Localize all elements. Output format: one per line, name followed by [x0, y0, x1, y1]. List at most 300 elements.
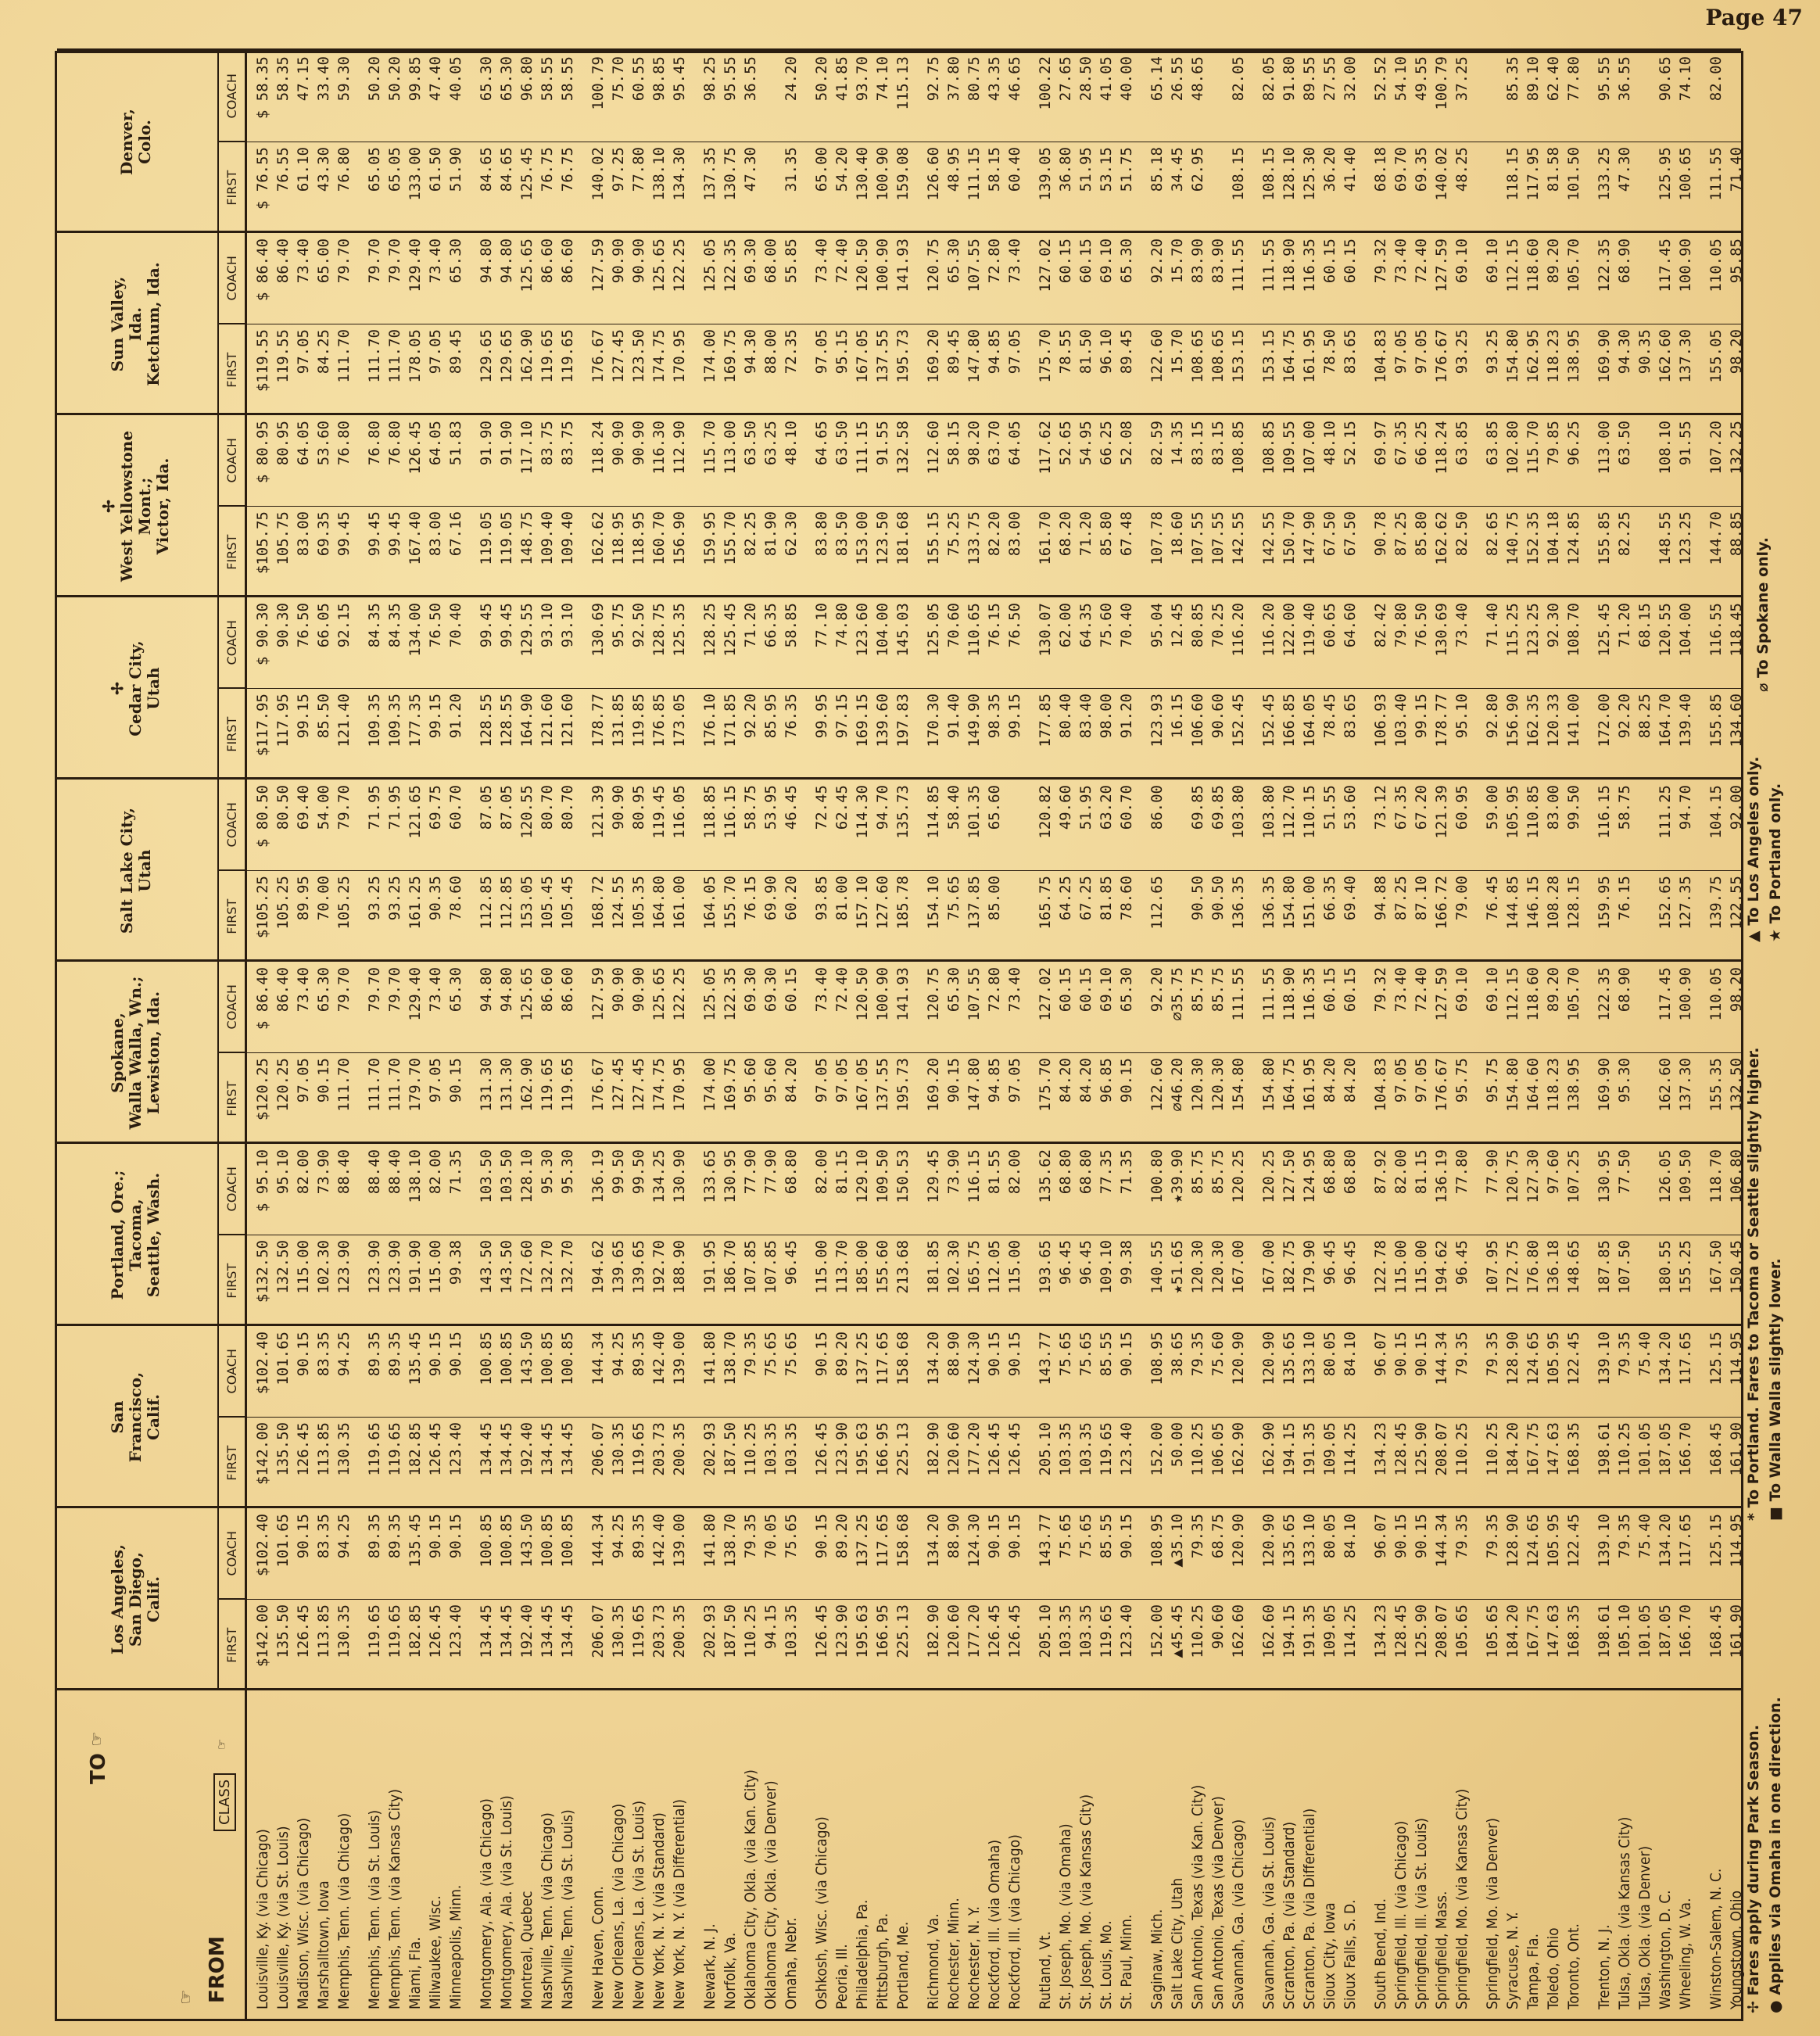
origin-city: Oklahoma City, Okla. (via Kan. City): [742, 1769, 759, 2009]
first-class-fare: 132.70: [559, 1240, 576, 1294]
coach-fare: 91.90: [498, 421, 515, 466]
origin-city: Madison, Wisc. (via Chicago): [295, 1817, 312, 2009]
first-class-fare: 178.77: [1433, 694, 1450, 747]
coach-fare: 37.80: [945, 56, 962, 102]
coach-fare: 127.02: [1037, 967, 1054, 1021]
coach-fare: 58.85: [783, 603, 800, 648]
first-class-label: FIRST: [224, 1445, 239, 1481]
coach-fare: 112.70: [1281, 785, 1298, 839]
first-class-fare: 90.15: [1118, 1058, 1135, 1103]
first-class-fare: 126.45: [427, 1422, 444, 1476]
coach-fare: 108.85: [1230, 421, 1247, 475]
first-class-fare: 119.65: [630, 1422, 647, 1476]
coach-fare: 85.35: [1504, 56, 1521, 102]
first-class-fare: 112.85: [498, 876, 515, 930]
first-class-fare: 131.85: [610, 694, 627, 747]
coach-fare: ★39.90: [1169, 1149, 1186, 1203]
table-row: [1055, 53, 1076, 2019]
coach-fare: 73.40: [295, 967, 312, 1013]
coach-fare: $ 95.10: [254, 1149, 271, 1213]
first-class-fare: 125.95: [1657, 147, 1674, 201]
coach-fare: 68.80: [783, 1149, 800, 1195]
coach-fare: $ 86.40: [254, 967, 271, 1031]
table-row: [1320, 53, 1340, 2019]
first-class-fare: 105.45: [559, 876, 576, 930]
first-class-fare: 111.70: [335, 329, 353, 383]
coach-fare: 75.65: [1077, 1332, 1095, 1377]
first-class-fare: 171.85: [722, 694, 739, 747]
origin-city: Montgomery, Ala. (via St. Louis): [498, 1795, 515, 2009]
first-class-fare: 126.45: [295, 1422, 312, 1476]
coach-fare: 88.40: [366, 1149, 383, 1195]
coach-fare: 134.20: [925, 1332, 942, 1385]
coach-fare: 95.30: [539, 1149, 556, 1195]
first-class-fare: 202.93: [701, 1604, 718, 1658]
first-class-fare: 97.05: [813, 1058, 830, 1103]
coach-fare: 52.15: [1342, 421, 1359, 466]
first-class-label: FIRST: [224, 170, 239, 206]
first-class-fare: 148.75: [518, 511, 536, 565]
first-class-fare: 126.45: [1006, 1604, 1023, 1658]
first-class-fare: 205.10: [1037, 1422, 1054, 1476]
coach-fare: 130.95: [1596, 1149, 1613, 1203]
coach-fare: 118.90: [1281, 238, 1298, 292]
coach-fare: 125.05: [925, 603, 942, 657]
coach-fare: 100.85: [539, 1514, 556, 1568]
coach-fare: 75.40: [1636, 1514, 1653, 1559]
coach-fare: 100.90: [874, 238, 891, 292]
coach-fare: 94.80: [498, 238, 515, 284]
coach-fare: 104.00: [874, 603, 891, 657]
table-row: [893, 53, 913, 2019]
first-class-fare: 152.00: [1148, 1422, 1166, 1476]
coach-fare: 81.15: [1413, 1149, 1430, 1195]
coach-fare: 116.30: [650, 421, 668, 475]
coach-fare: 65.30: [1118, 967, 1135, 1013]
coach-fare: 60.15: [1057, 238, 1074, 284]
first-class-fare: 94.85: [986, 1058, 1003, 1103]
first-class-fare: 109.35: [386, 694, 403, 747]
first-class-fare: 129.65: [498, 329, 515, 383]
coach-fare: 70.25: [1209, 603, 1227, 648]
coach-fare: 48.10: [1321, 421, 1338, 466]
table-row: [1340, 53, 1360, 2019]
first-class-fare: 98.35: [986, 694, 1003, 739]
first-class-fare: $119.55: [254, 329, 271, 393]
first-class-fare: 67.48: [1118, 511, 1135, 557]
coach-fare: 114.30: [854, 785, 871, 839]
coach-fare: 84.10: [1342, 1514, 1359, 1559]
first-class-fare: 140.75: [1504, 511, 1521, 565]
first-class-fare: 89.45: [1118, 329, 1135, 375]
class-row: [217, 233, 246, 415]
coach-fare: 142.40: [650, 1514, 668, 1568]
fare-group: [700, 53, 809, 2019]
coach-fare: 118.24: [1433, 421, 1450, 475]
first-class-fare: 110.25: [742, 1422, 759, 1476]
coach-fare: 125.65: [650, 238, 668, 292]
coach-fare: 119.45: [650, 785, 668, 839]
coach-fare: 82.00: [427, 1149, 444, 1195]
first-class-fare: 162.62: [1433, 511, 1450, 565]
coach-fare: 69.30: [742, 238, 759, 284]
table-row: [872, 53, 893, 2019]
first-class-fare: 110.25: [1189, 1422, 1206, 1476]
coach-fare: 65.60: [986, 785, 1003, 830]
coach-fare: 120.55: [1657, 603, 1674, 657]
first-class-fare: 90.60: [1209, 694, 1227, 739]
first-class-fare: 50.00: [1169, 1422, 1186, 1468]
coach-fare: 69.30: [762, 967, 779, 1013]
first-class-fare: $117.95: [254, 694, 271, 757]
coach-fare: 73.40: [1006, 967, 1023, 1013]
class-row: [217, 51, 246, 233]
coach-fare: 94.25: [335, 1332, 353, 1377]
first-class-fare: $ 76.55: [254, 147, 271, 210]
first-class-fare: 96.45: [1342, 1240, 1359, 1285]
coach-fare: 66.05: [315, 603, 332, 648]
coach-fare: 119.40: [1301, 603, 1318, 657]
coach-class-label: COACH: [219, 1144, 246, 1236]
first-class-fare: 91.40: [945, 694, 962, 739]
coach-fare: 90.90: [630, 967, 647, 1013]
origin-city: Louisville, Ky. (via Chicago): [254, 1829, 271, 2009]
coach-fare: 73.40: [813, 238, 830, 284]
first-class-fare: ★51.65: [1169, 1240, 1186, 1294]
first-class-fare: 83.80: [813, 511, 830, 557]
first-class-fare: 84.25: [315, 329, 332, 375]
first-class-fare: 202.93: [701, 1422, 718, 1476]
origin-city: Oshkosh, Wisc. (via Chicago): [813, 1816, 830, 2009]
coach-fare: 107.55: [966, 238, 983, 292]
first-class-fare: 115.00: [427, 1240, 444, 1294]
first-class-fare: 99.38: [447, 1240, 464, 1285]
first-class-fare: 95.30: [1616, 1058, 1633, 1103]
coach-fare: 68.80: [1077, 1149, 1095, 1195]
first-class-fare: 123.40: [1118, 1422, 1135, 1476]
first-class-fare: 62.95: [1189, 147, 1206, 192]
first-class-fare: 175.70: [1037, 1058, 1054, 1112]
first-class-fare: 143.50: [498, 1240, 515, 1294]
coach-fare: 64.05: [295, 421, 312, 466]
first-class-fare: 164.05: [1301, 694, 1318, 747]
coach-fare: 122.35: [1596, 967, 1613, 1021]
first-class-fare: 69.70: [1392, 147, 1410, 192]
coach-fare: 79.35: [1616, 1332, 1633, 1377]
first-class-fare: 78.60: [447, 876, 464, 921]
coach-fare: 133.65: [701, 1149, 718, 1203]
first-class-fare: 152.65: [1657, 876, 1674, 930]
coach-fare: 108.10: [1657, 421, 1674, 475]
first-class-fare: 162.60: [1657, 329, 1674, 383]
first-class-fare: 178.05: [407, 329, 424, 383]
first-class-fare: 130.40: [854, 147, 871, 201]
first-class-fare: 155.70: [722, 876, 739, 930]
first-class-fare: 176.67: [589, 329, 607, 383]
coach-fare: 95.55: [1596, 56, 1613, 102]
first-class-fare: 178.77: [589, 694, 607, 747]
first-class-fare: 149.90: [966, 694, 983, 747]
coach-fare: 82.00: [1006, 1149, 1023, 1195]
first-class-fare: 123.40: [447, 1604, 464, 1658]
coach-fare: 95.55: [722, 56, 739, 102]
first-class-fare: 112.85: [478, 876, 495, 930]
first-class-fare: 168.45: [1707, 1422, 1725, 1476]
first-class-fare: 139.05: [1037, 147, 1054, 201]
coach-fare: 90.15: [295, 1514, 312, 1559]
first-class-fare: 97.05: [833, 1058, 851, 1103]
coach-fare: 65.30: [447, 238, 464, 284]
first-class-fare: 76.45: [1484, 876, 1501, 921]
first-class-fare: 174.75: [650, 329, 668, 383]
first-class-fare: $142.00: [254, 1422, 271, 1486]
coach-fare: 141.93: [894, 238, 912, 292]
first-class-fare: 78.60: [1118, 876, 1135, 921]
first-class-fare: 84.20: [1057, 1058, 1074, 1103]
coach-fare: 75.65: [783, 1332, 800, 1377]
coach-fare: 128.90: [1504, 1514, 1521, 1568]
first-class-fare: 105.75: [274, 511, 292, 565]
first-class-fare: 164.05: [701, 876, 718, 930]
coach-fare: 120.50: [854, 967, 871, 1021]
table-row: [1259, 53, 1279, 2019]
coach-fare: 158.68: [894, 1514, 912, 1568]
first-class-fare: ⌀46.20: [1169, 1058, 1186, 1112]
coach-fare: 135.45: [407, 1332, 424, 1385]
first-class-fare: 72.35: [783, 329, 800, 375]
coach-fare: 91.55: [874, 421, 891, 466]
table-row: [1299, 53, 1320, 2019]
first-class-fare: 93.85: [813, 876, 830, 921]
first-class-fare: 100.90: [874, 147, 891, 201]
first-class-fare: 182.85: [407, 1422, 424, 1476]
first-class-fare: 176.80: [1524, 1240, 1542, 1294]
coach-fare: 86.60: [539, 967, 556, 1013]
origin-city: New Orleans, La. (via St. Louis): [630, 1800, 647, 2009]
first-class-fare: 155.70: [722, 511, 739, 565]
first-class-fare: 200.35: [671, 1604, 688, 1658]
coach-fare: 77.35: [1098, 1149, 1115, 1195]
first-class-fare: 161.70: [1037, 511, 1054, 565]
coach-fare: 68.90: [1616, 238, 1633, 284]
table-row: [446, 53, 466, 2019]
coach-fare: 120.55: [518, 785, 536, 839]
coach-fare: 100.79: [589, 56, 607, 110]
first-class-fare: 176.10: [701, 694, 718, 747]
first-class-fare: 140.02: [589, 147, 607, 201]
coach-class-label: COACH: [219, 233, 246, 325]
first-class-fare: 159.95: [701, 511, 718, 565]
coach-fare: 95.85: [1728, 238, 1745, 284]
origin-city: Rochester, N. Y.: [966, 1906, 983, 2009]
first-class-fare: 128.55: [478, 694, 495, 747]
pointing-hand-icon: ☞: [212, 1739, 231, 1749]
coach-fare: 91.90: [478, 421, 495, 466]
coach-fare: 121.39: [589, 785, 607, 839]
table-row: [649, 53, 669, 2019]
coach-fare: 72.80: [986, 967, 1003, 1013]
first-class-fare: 110.25: [742, 1604, 759, 1658]
coach-fare: 135.45: [407, 1514, 424, 1568]
first-class-fare: 142.55: [1260, 511, 1277, 565]
coach-fare: 100.90: [1677, 238, 1694, 292]
coach-fare: 100.85: [498, 1514, 515, 1568]
coach-fare: 80.85: [1189, 603, 1206, 648]
coach-fare: 90.15: [1392, 1514, 1410, 1559]
coach-fare: 38.65: [1169, 1332, 1186, 1377]
table-row: [1188, 53, 1208, 2019]
first-class-fare: 122.78: [1372, 1240, 1389, 1294]
coach-fare: 51.95: [1077, 785, 1095, 830]
table-row: [537, 53, 557, 2019]
table-row: [1635, 53, 1655, 2019]
origin-city: Springfield, Ill. (via Chicago): [1392, 1820, 1410, 2009]
coach-fare: 103.80: [1230, 785, 1247, 839]
first-class-fare: 104.18: [1545, 511, 1562, 565]
first-class-fare: 192.40: [518, 1604, 536, 1658]
coach-fare: 80.95: [274, 421, 292, 466]
first-class-fare: 140.55: [1148, 1240, 1166, 1294]
coach-fare: 118.70: [1707, 1149, 1725, 1203]
coach-fare: 92.50: [630, 603, 647, 648]
coach-fare: 73.90: [315, 1149, 332, 1195]
first-class-fare: 67.50: [1342, 511, 1359, 557]
first-class-fare: 97.05: [1006, 329, 1023, 375]
first-class-fare: 97.05: [1392, 329, 1410, 375]
coach-fare: 90.15: [813, 1332, 830, 1377]
table-row: [476, 53, 496, 2019]
first-class-fare: 94.85: [986, 329, 1003, 375]
first-class-fare: 141.00: [1565, 694, 1582, 747]
coach-fare: 125.05: [701, 238, 718, 292]
coach-fare: 130.69: [1433, 603, 1450, 657]
class-row: [217, 780, 246, 962]
coach-fare: 83.75: [539, 421, 556, 466]
first-class-fare: 53.15: [1098, 147, 1115, 192]
first-class-fare: 169.75: [722, 329, 739, 383]
first-class-fare: 105.65: [1484, 1604, 1501, 1658]
table-row: [1228, 53, 1249, 2019]
first-class-fare: 47.30: [742, 147, 759, 192]
first-class-fare: 113.70: [833, 1240, 851, 1294]
coach-fare: 71.20: [742, 603, 759, 648]
first-class-fare: 77.80: [630, 147, 647, 192]
first-class-fare: 75.65: [945, 876, 962, 921]
first-class-fare: 114.25: [1342, 1422, 1359, 1476]
coach-fare: 90.90: [610, 421, 627, 466]
coach-fare: 121.39: [1433, 785, 1450, 839]
first-class-fare: 143.50: [478, 1240, 495, 1294]
first-class-fare: 89.45: [447, 329, 464, 375]
first-class-fare: 48.25: [1453, 147, 1471, 192]
coach-class-label: COACH: [219, 597, 246, 690]
coach-fare: 101.65: [274, 1514, 292, 1568]
coach-fare: 72.80: [986, 238, 1003, 284]
coach-fare: 97.60: [1545, 1149, 1562, 1195]
coach-fare: 120.82: [1037, 785, 1054, 839]
first-class-fare: 83.00: [295, 511, 312, 557]
coach-fare: 116.05: [671, 785, 688, 839]
coach-fare: 58.40: [945, 785, 962, 830]
coach-fare: 116.15: [1596, 785, 1613, 839]
coach-fare: ▲35.10: [1169, 1514, 1186, 1568]
first-class-fare: 154.80: [1230, 1058, 1247, 1112]
coach-fare: 65.00: [315, 238, 332, 284]
coach-fare: 82.00: [295, 1149, 312, 1195]
coach-fare: 133.10: [1301, 1332, 1318, 1385]
coach-fare: 60.15: [1321, 238, 1338, 284]
coach-fare: 114.85: [925, 785, 942, 839]
first-class-fare: $105.25: [254, 876, 271, 939]
first-class-fare: 197.83: [894, 694, 912, 747]
first-class-fare: 168.45: [1707, 1604, 1725, 1658]
coach-fare: 108.85: [1260, 421, 1277, 475]
origin-city: San Antonio, Texas (via Denver): [1209, 1796, 1227, 2009]
table-row: [273, 53, 293, 2019]
coach-fare: 63.50: [742, 421, 759, 466]
first-class-fare: 66.35: [1321, 876, 1338, 921]
origin-city: Montreal, Quebec: [518, 1891, 536, 2009]
coach-fare: 126.05: [1657, 1149, 1674, 1203]
first-class-fare: 80.40: [1057, 694, 1074, 739]
first-class-fare: 139.60: [874, 694, 891, 747]
coach-fare: 90.15: [986, 1514, 1003, 1559]
coach-fare: 111.15: [854, 421, 871, 475]
coach-fare: 102.80: [1504, 421, 1521, 475]
first-class-fare: 162.60: [1657, 1058, 1674, 1112]
table-row: [740, 53, 761, 2019]
first-class-fare: 91.20: [447, 694, 464, 739]
first-class-fare: 83.40: [1077, 694, 1095, 739]
origin-city: Springfield, Ill. (via St. Louis): [1413, 1818, 1430, 2009]
first-class-fare: 83.65: [1342, 694, 1359, 739]
origin-city: Peoria, Ill.: [833, 1944, 851, 2009]
first-class-fare: 91.20: [1118, 694, 1135, 739]
coach-fare: $ 58.35: [254, 56, 271, 120]
coach-fare: 66.25: [1098, 421, 1115, 466]
coach-fare: 41.85: [833, 56, 851, 102]
first-class-fare: 110.25: [1484, 1422, 1501, 1476]
first-class-fare: 71.20: [1077, 511, 1095, 557]
coach-fare: 100.85: [539, 1332, 556, 1385]
coach-fare: 27.55: [1321, 56, 1338, 102]
first-class-fare: 162.60: [1260, 1604, 1277, 1658]
coach-fare: 109.55: [1281, 421, 1298, 475]
first-class-fare: 118.23: [1545, 329, 1562, 383]
first-class-fare: 166.70: [1677, 1604, 1694, 1658]
coach-fare: 125.05: [701, 967, 718, 1021]
first-class-fare: 138.95: [1565, 1058, 1582, 1112]
first-class-fare: 107.55: [1209, 511, 1227, 565]
first-class-fare: 140.02: [1433, 147, 1450, 201]
coach-fare: 94.70: [1677, 785, 1694, 830]
coach-fare: 122.45: [1565, 1514, 1582, 1568]
coach-fare: 88.90: [945, 1332, 962, 1377]
first-class-fare: 177.20: [966, 1604, 983, 1658]
origin-city: Norfolk, Va.: [722, 1932, 739, 2009]
first-class-fare: 51.90: [447, 147, 464, 192]
first-class-fare: 181.68: [894, 511, 912, 565]
first-class-fare: 81.50: [1077, 329, 1095, 375]
class-row: [217, 1326, 246, 1508]
first-class-fare: 182.90: [925, 1604, 942, 1658]
coach-fare: $ 80.50: [254, 785, 271, 848]
first-class-fare: 97.15: [833, 694, 851, 739]
first-class-fare: 137.35: [701, 147, 718, 201]
coach-fare: 89.35: [386, 1332, 403, 1377]
first-class-fare: 151.00: [1301, 876, 1318, 930]
coach-fare: 129.10: [854, 1149, 871, 1203]
